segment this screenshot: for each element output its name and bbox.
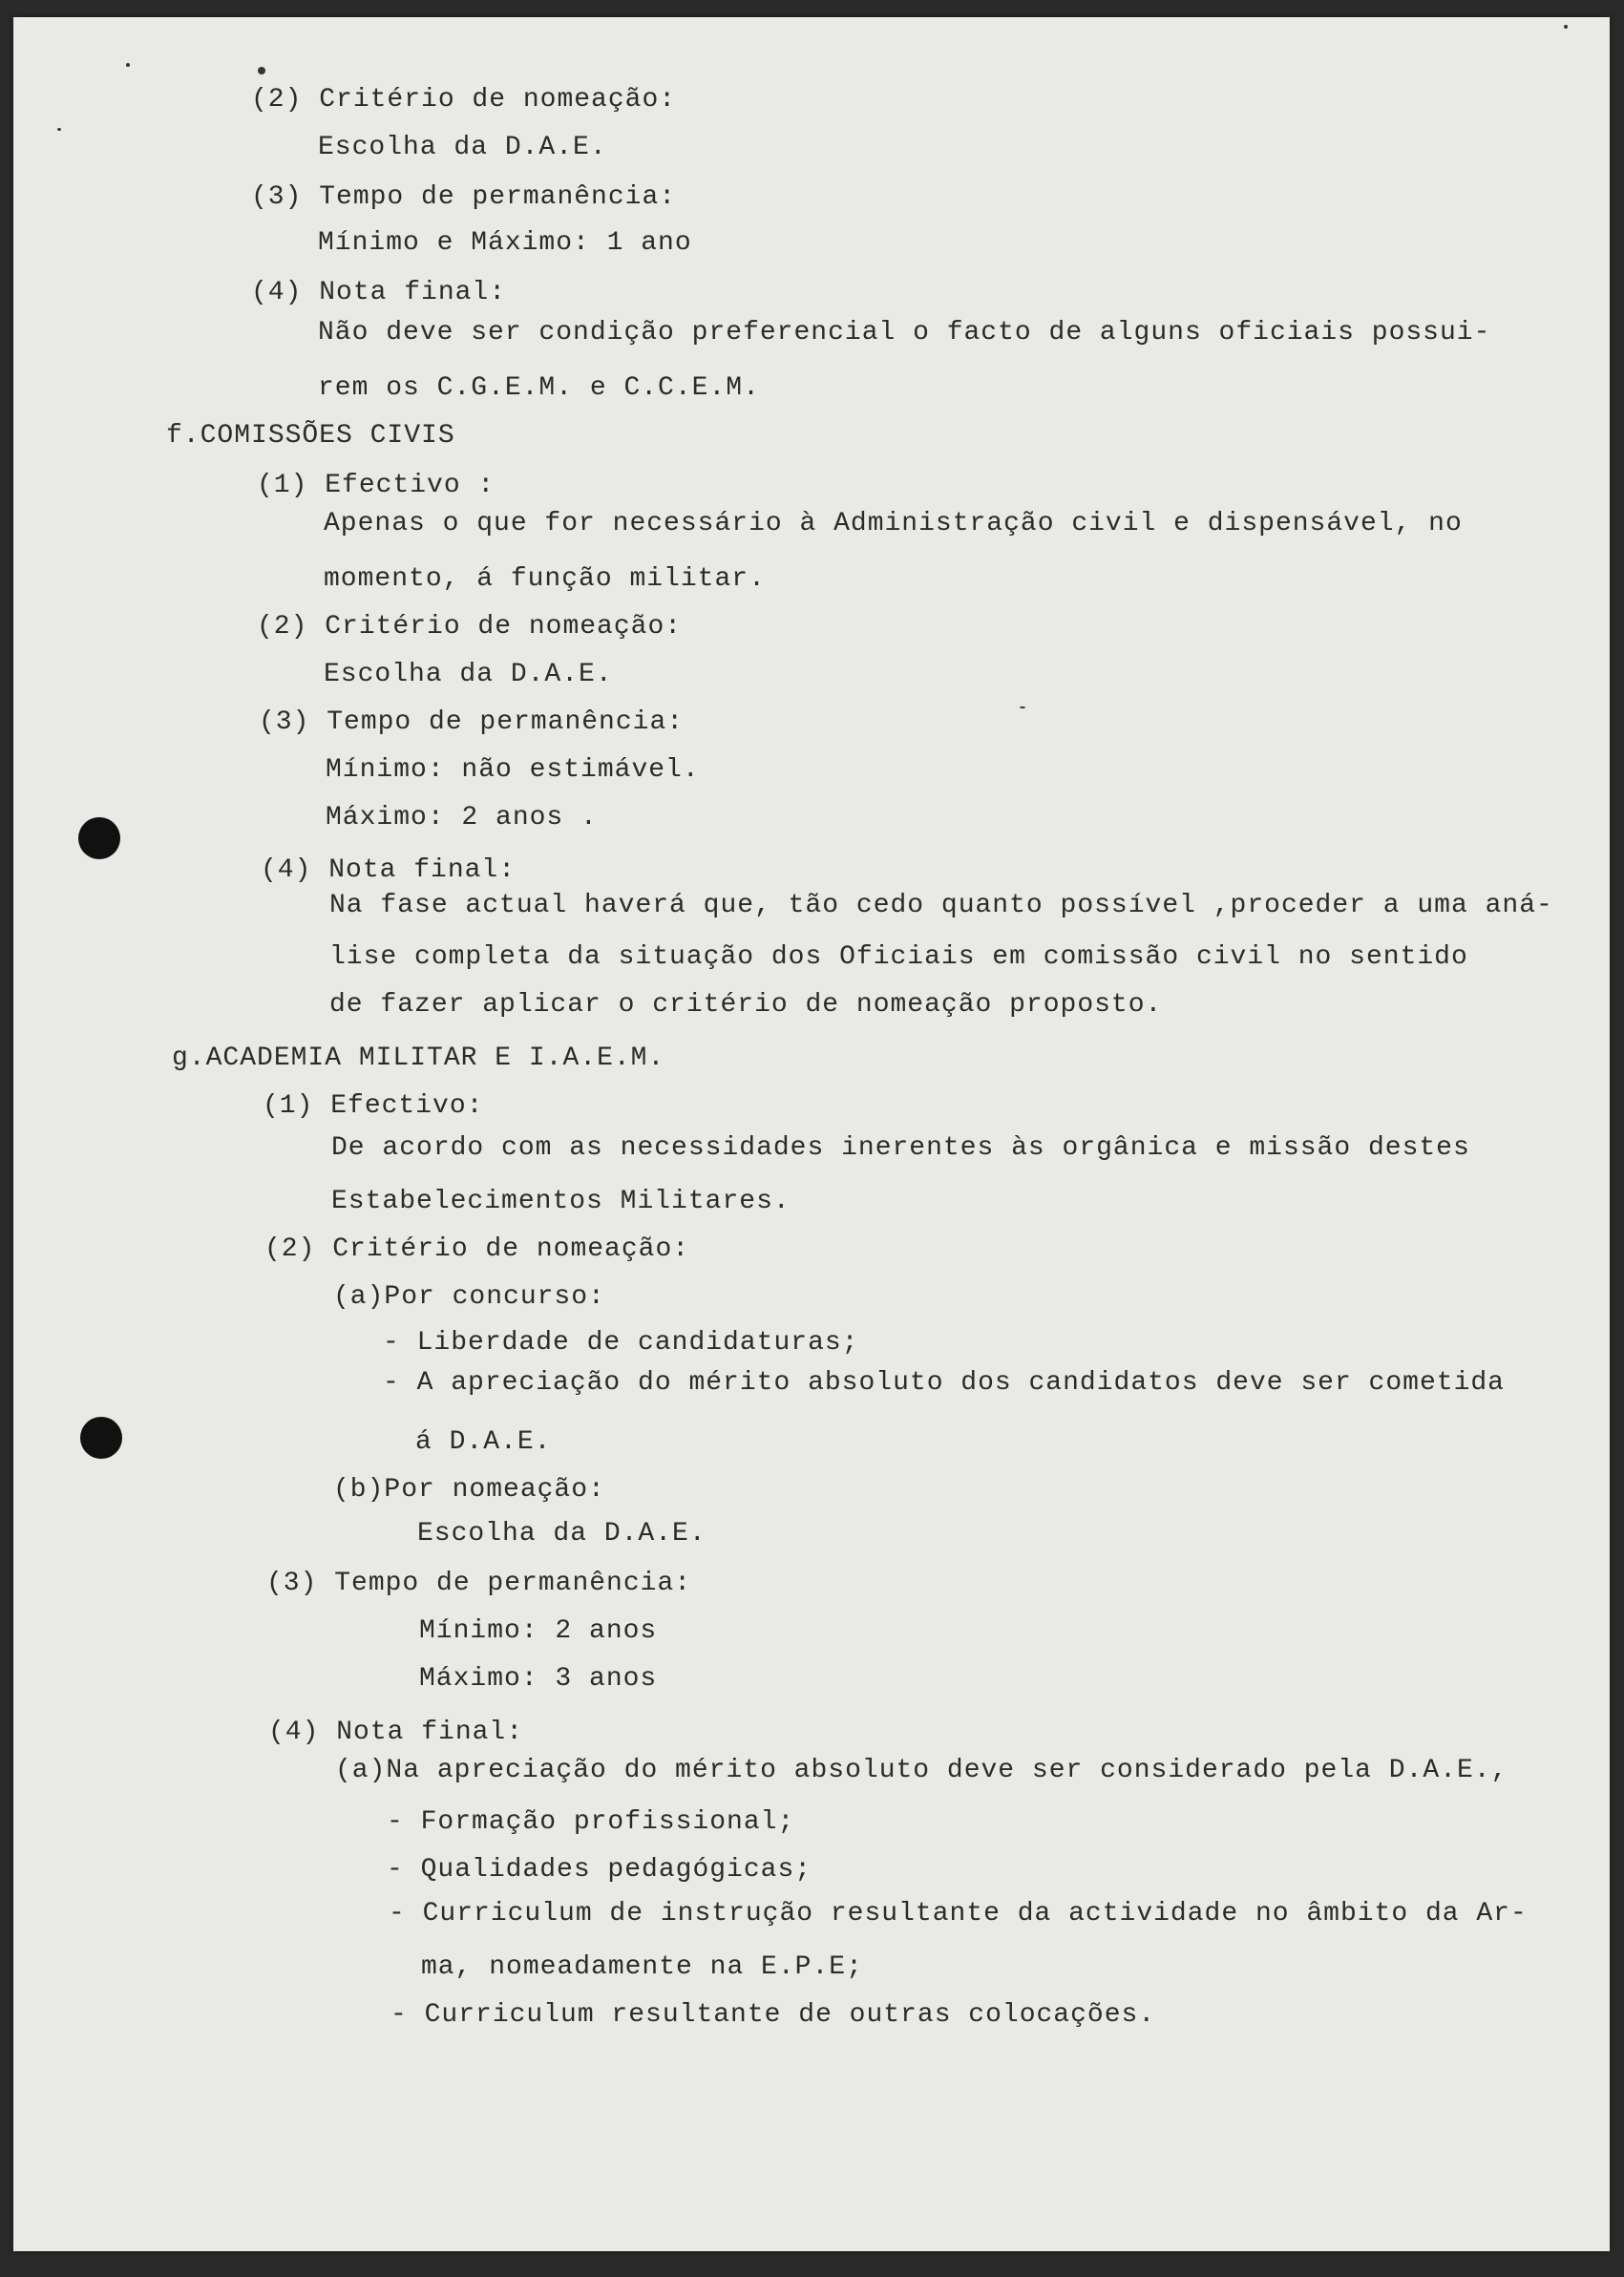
text-line: Na fase actual haverá que, tão cedo quanto possível ,proceder a uma aná- (329, 891, 1553, 920)
text-line: (2) Critério de nomeação: (257, 612, 683, 642)
text-line: Não deve ser condição preferencial o facto de alguns oficiais possui- (318, 318, 1491, 348)
text-line: - Curriculum de instrução resultante da actividade no âmbito da Ar- (389, 1899, 1528, 1929)
text-line: Mínimo: não estimável. (326, 755, 700, 785)
text-line: (1) Efectivo : (257, 471, 496, 500)
text-line: (3) Tempo de permanência: (251, 182, 677, 212)
text-line: Escolha da D.A.E. (324, 660, 613, 689)
text-line: (4) Nota final: (268, 1718, 524, 1747)
text-line: (b)Por nomeação: (333, 1475, 605, 1505)
text-line: (a)Por concurso: (333, 1282, 605, 1312)
section-heading: g.ACADEMIA MILITAR E I.A.E.M. (172, 1044, 665, 1073)
punch-hole (78, 817, 120, 859)
text-line: Estabelecimentos Militares. (331, 1187, 791, 1216)
text-line: Máximo: 2 anos . (326, 803, 598, 833)
text-line: - Curriculum resultante de outras colocações. (390, 2000, 1156, 2030)
text-line: rem os C.G.E.M. e C.C.E.M. (318, 373, 760, 403)
text-line: Escolha da D.A.E. (417, 1519, 707, 1549)
text-line: (3) Tempo de permanência: (266, 1569, 692, 1598)
ink-speck (258, 67, 265, 74)
text-line: lise completa da situação dos Oficiais em comissão civil no sentido (329, 942, 1468, 972)
text-line: (2) Critério de nomeação: (264, 1234, 690, 1264)
ink-speck (126, 63, 130, 67)
text-line: Escolha da D.A.E. (318, 133, 607, 162)
text-line: (1) Efectivo: (263, 1091, 484, 1121)
text-line: (4) Nota final: (261, 855, 517, 885)
text-line: - Qualidades pedagógicas; (387, 1855, 812, 1885)
text-line: Apenas o que for necessário à Administração civil e dispensável, no (324, 509, 1463, 538)
text-line: (a)Na apreciação do mérito absoluto deve ser considerado pela D.A.E., (335, 1756, 1508, 1785)
text-line: Mínimo: 2 anos (419, 1616, 658, 1646)
section-heading: f.COMISSÕES CIVIS (166, 421, 455, 451)
text-line: ma, nomeadamente na E.P.E; (421, 1952, 863, 1982)
text-line: (3) Tempo de permanência: (259, 707, 685, 737)
text-line: á D.A.E. (415, 1427, 552, 1457)
text-line: (2) Critério de nomeação: (251, 85, 677, 115)
ink-speck (1564, 25, 1568, 29)
punch-hole (80, 1417, 122, 1459)
text-line: - Liberdade de candidaturas; (383, 1328, 859, 1358)
text-line: (4) Nota final: (251, 278, 507, 307)
text-line: momento, á função militar. (324, 564, 766, 594)
text-line: - A apreciação do mérito absoluto dos candidatos deve ser cometida (383, 1368, 1505, 1398)
text-line: Máximo: 3 anos (419, 1664, 658, 1694)
text-line: de fazer aplicar o critério de nomeação proposto. (329, 990, 1163, 1020)
ink-speck (1020, 706, 1025, 708)
text-line: De acordo com as necessidades inerentes às orgânica e missão destes (331, 1133, 1470, 1163)
text-line: Mínimo e Máximo: 1 ano (318, 228, 692, 258)
ink-speck (57, 128, 61, 131)
text-line: - Formação profissional; (387, 1807, 795, 1837)
